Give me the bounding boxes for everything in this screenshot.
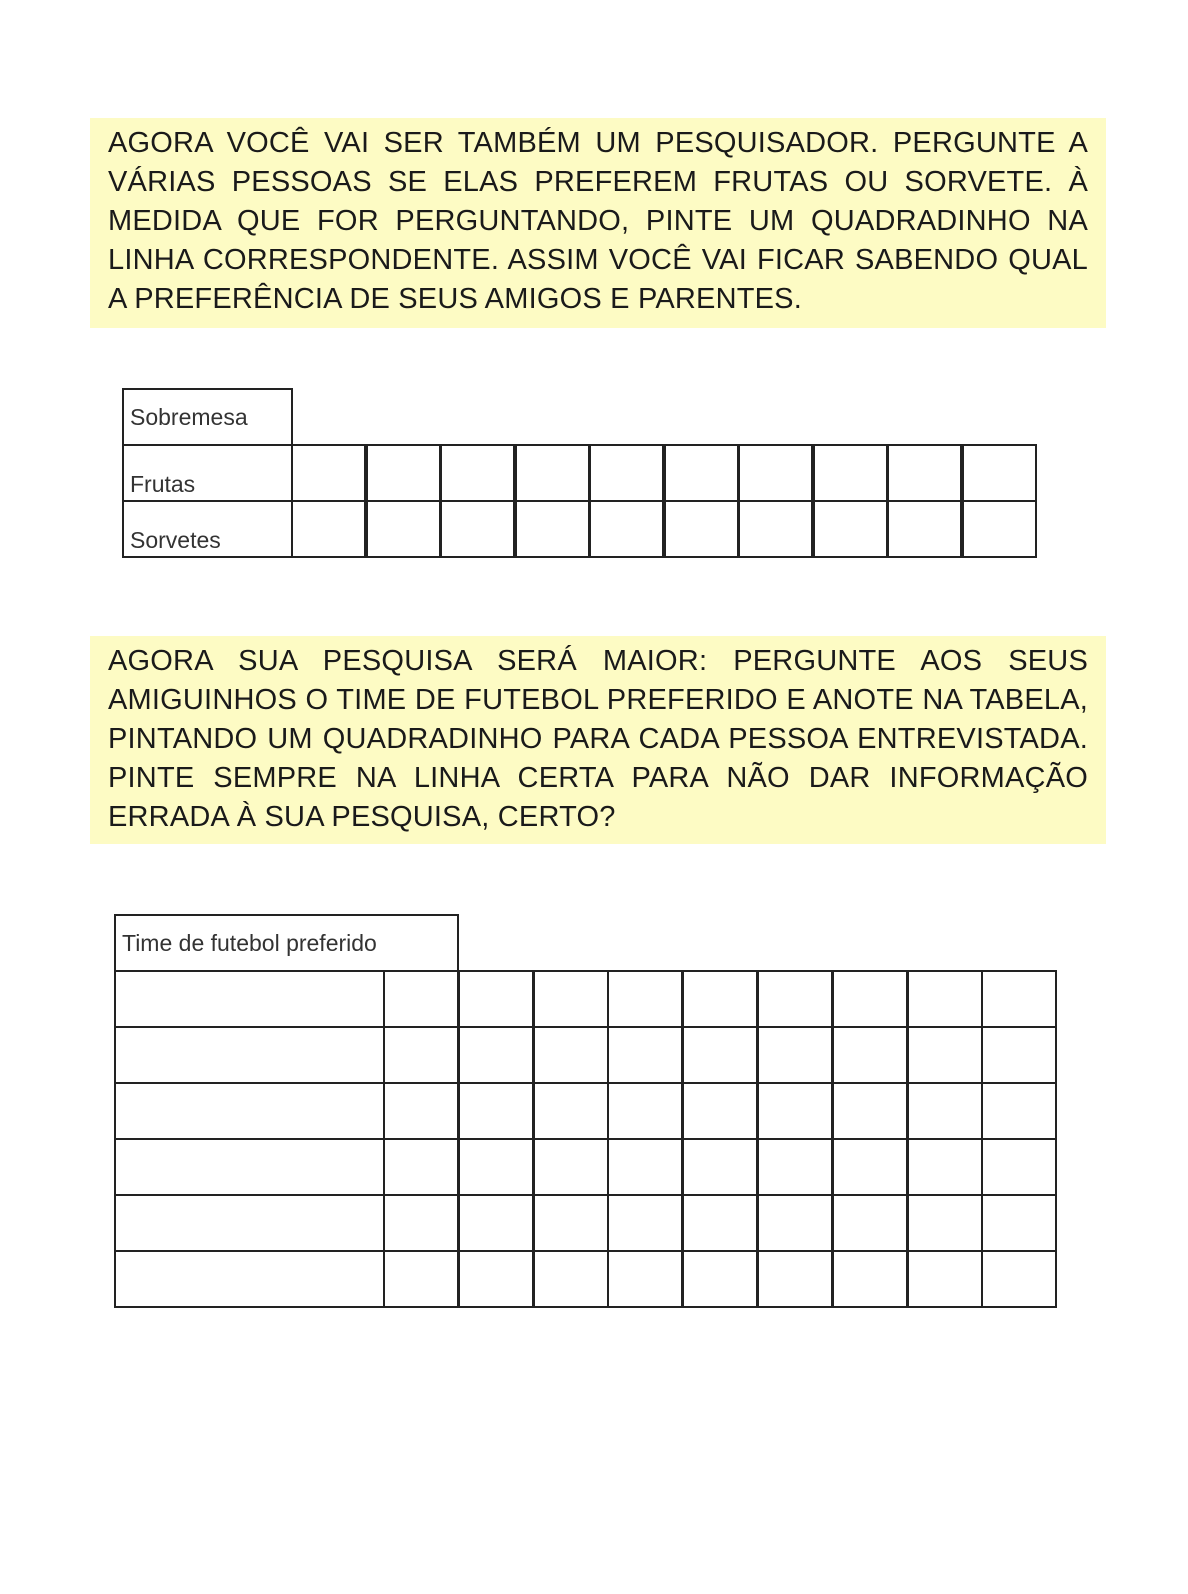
tally-box[interactable] [682,1194,758,1252]
tally-box[interactable] [383,1194,459,1252]
tally-box[interactable] [533,1026,609,1084]
tally-box[interactable] [383,1026,459,1084]
tally-box[interactable] [738,500,813,558]
tally-box[interactable] [682,1026,758,1084]
tally-box[interactable] [607,1194,683,1252]
tally-box[interactable] [757,1026,833,1084]
tally-box[interactable] [515,500,590,558]
tally-box[interactable] [291,444,366,502]
tally-box[interactable] [981,1026,1057,1084]
tally-box[interactable] [682,1250,758,1308]
tally-box[interactable] [458,1026,534,1084]
tally-box[interactable] [533,1250,609,1308]
tally-box[interactable] [383,1138,459,1196]
row-label: Sorvetes [122,500,293,558]
tally-box[interactable] [440,500,515,558]
team-name-field[interactable] [114,1194,385,1252]
tally-box[interactable] [757,970,833,1028]
tally-box[interactable] [458,1082,534,1140]
tally-box[interactable] [832,1026,908,1084]
tally-box[interactable] [664,500,739,558]
tally-box[interactable] [887,444,962,502]
tally-box[interactable] [383,970,459,1028]
instruction-text-2: AGORA SUA PESQUISA SERÁ MAIOR: PERGUNTE AOS SEUS AMIGUINHOS O TIME DE FUTEBOL PREFERIDO E ANOTE NA TABELA, PINTANDO UM QUADRADINHO PARA CADA PESSOA ENTREVISTADA. PINTE SEMPRE NA LINHA CERTA PARA NÃO DAR INFORMAÇÃO ERRADA À SUA PESQUISA, CERTO? [90,636,1106,844]
tally-box[interactable] [962,444,1037,502]
tally-box[interactable] [907,1026,983,1084]
team-name-field[interactable] [114,1250,385,1308]
tally-box[interactable] [533,1082,609,1140]
tally-box[interactable] [607,1138,683,1196]
team-name-field[interactable] [114,1026,385,1084]
tally-box[interactable] [607,1026,683,1084]
tally-box[interactable] [458,1138,534,1196]
tally-box[interactable] [981,970,1057,1028]
tally-box[interactable] [682,1082,758,1140]
tally-box[interactable] [907,1194,983,1252]
tally-box[interactable] [515,444,590,502]
tally-box[interactable] [907,1250,983,1308]
tally-box[interactable] [887,500,962,558]
tally-box[interactable] [533,1138,609,1196]
tally-box[interactable] [366,500,441,558]
tally-box[interactable] [458,1250,534,1308]
tally-box[interactable] [366,444,441,502]
tally-box[interactable] [757,1082,833,1140]
tally-box[interactable] [589,444,664,502]
tally-box[interactable] [832,1138,908,1196]
tally-box[interactable] [813,500,888,558]
table-header-time-de-futebol: Time de futebol preferido [114,914,459,972]
tally-box[interactable] [832,1194,908,1252]
tally-box[interactable] [607,1250,683,1308]
tally-box[interactable] [907,970,983,1028]
tally-box[interactable] [981,1250,1057,1308]
tally-box[interactable] [533,1194,609,1252]
tally-box[interactable] [682,1138,758,1196]
tally-box[interactable] [458,1194,534,1252]
football-team-survey-table [114,914,1060,1306]
tally-box[interactable] [291,500,366,558]
tally-box[interactable] [907,1082,983,1140]
tally-box[interactable] [383,1250,459,1308]
tally-box[interactable] [757,1138,833,1196]
tally-box[interactable] [757,1250,833,1308]
tally-box[interactable] [962,500,1037,558]
tally-box[interactable] [813,444,888,502]
tally-box[interactable] [533,970,609,1028]
team-name-field[interactable] [114,970,385,1028]
tally-box[interactable] [607,1082,683,1140]
team-name-field[interactable] [114,1138,385,1196]
tally-box[interactable] [832,1250,908,1308]
tally-box[interactable] [981,1194,1057,1252]
tally-box[interactable] [981,1082,1057,1140]
tally-box[interactable] [383,1082,459,1140]
tally-box[interactable] [738,444,813,502]
tally-box[interactable] [832,1082,908,1140]
team-name-field[interactable] [114,1082,385,1140]
tally-box[interactable] [458,970,534,1028]
tally-box[interactable] [981,1138,1057,1196]
dessert-survey-table [122,388,1038,556]
tally-box[interactable] [589,500,664,558]
instruction-text-1: AGORA VOCÊ VAI SER TAMBÉM UM PESQUISADOR. PERGUNTE A VÁRIAS PESSOAS SE ELAS PREFEREM FRUTAS OU SORVETE. À MEDIDA QUE FOR PERGUNTANDO, PINTE UM QUADRADINHO NA LINHA CORRESPONDENTE. ASSIM VOCÊ VAI FICAR SABENDO QUAL A PREFERÊNCIA DE SEUS AMIGOS E PARENTES. [90,118,1106,328]
tally-box[interactable] [907,1138,983,1196]
tally-box[interactable] [607,970,683,1028]
tally-box[interactable] [664,444,739,502]
row-label: Frutas [122,444,293,502]
tally-box[interactable] [832,970,908,1028]
tally-box[interactable] [682,970,758,1028]
tally-box[interactable] [440,444,515,502]
tally-box[interactable] [757,1194,833,1252]
table-header-sobremesa: Sobremesa [122,388,293,446]
